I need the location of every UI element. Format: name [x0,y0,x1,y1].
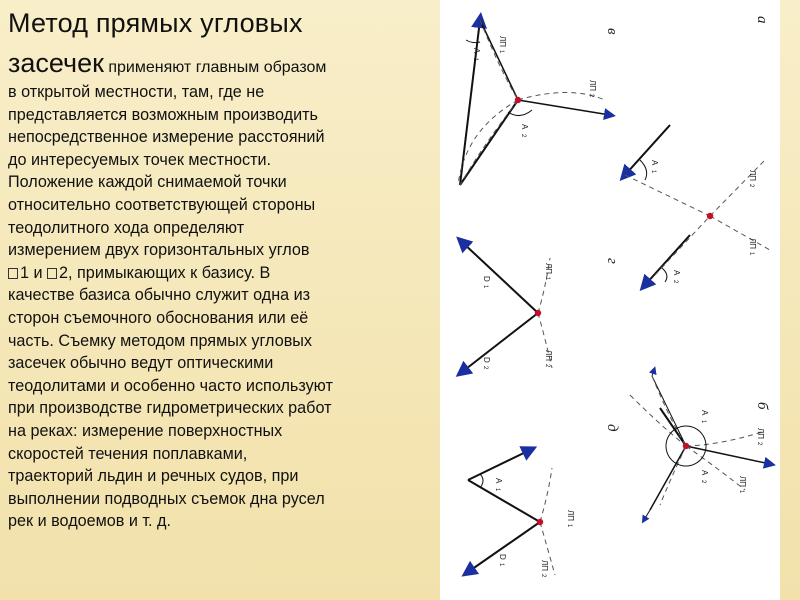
intersection-diagrams [440,0,780,600]
angle-label: A [700,470,709,476]
text-column [8,6,413,533]
angle-arc [480,474,483,488]
sight-line [480,20,518,100]
dashed-line [540,468,552,522]
lp-label: ЛП [748,170,757,181]
lp-label: ЛП [588,80,597,91]
lp-label-sub: 1 [544,277,550,281]
angle-label: A [494,478,503,484]
body-text-line: часть. Съемку методом прямых угловых [8,331,313,350]
dashed-line [630,395,686,446]
body-text-line: скоростей течения поплавками, [8,444,248,463]
angle-label: A [472,48,481,54]
angle-label-sub: 1 [700,420,706,424]
base-line [468,450,530,480]
angle-label-sub: 1 [472,58,478,62]
dashed-line [655,216,710,275]
lp-label-sub: 2 [540,574,546,578]
dashed-line [710,216,770,250]
diagram-g [462,242,553,372]
lp-label: ЛП [498,36,507,47]
lp-label: ЛП [566,510,575,521]
base-line [462,313,538,372]
missing-glyph-icon [47,268,57,279]
slide-title-continuation: засечек [8,48,104,78]
angle-label: A [700,410,709,416]
angle-label-sub: 2 [520,134,526,138]
lp-label: ЛП [756,428,765,439]
distance-label-sub: 2 [482,366,488,370]
angle-label: A [672,270,681,276]
dashed-line [686,432,762,446]
body-text-line: Положение каждой снимаемой точки [8,173,287,192]
body-paragraph [8,81,413,533]
body-text-line: выполнении подводных съемок дна русел [8,489,325,508]
target-point [683,443,689,449]
target-point [537,519,543,525]
arrow-tip [644,510,650,520]
panel-letter-g: г [604,258,620,264]
angle-label-sub: 1 [494,488,500,492]
base-line [645,235,690,285]
sight-line [518,100,610,115]
dashed-line [710,160,765,216]
body-text-line: теодолитами и особенно часто используют [8,376,333,395]
body-text-line-angles [8,262,413,285]
lp-label-sub: 1 [566,524,572,528]
diagram-panel [440,0,780,600]
diagram-v [458,20,610,185]
distance-label: D [482,276,491,282]
target-point [535,310,541,316]
lp-label-sub: 2 [544,364,550,368]
base-line [625,125,670,175]
angle-label-sub: 1 [650,170,656,174]
body-text-line: на реках: измерение поверхностных [8,421,283,440]
diagram-a [625,125,770,285]
panel-letter-b: б [754,402,770,410]
distance-label: D [482,357,491,363]
dashed-line [625,175,710,216]
lp-label-sub: 2 [756,442,762,446]
lp-label-sub: 1 [748,252,754,256]
body-text-line: измерением двух горизонтальных углов [8,241,310,260]
title-line-2 [8,48,413,79]
body-text-line: относительно соответствующей стороны [8,195,316,214]
arrow-tip [652,370,654,376]
body-text-line: сторон съемочного обоснования или её [8,308,309,327]
base-line [468,480,540,522]
distance-label-sub: 1 [498,563,504,567]
body-text-line: применяют главным образом [103,59,327,76]
base-line [462,242,538,313]
body-text-line: непосредственное измерение расстояний [8,128,325,147]
target-point [707,213,713,219]
panel-letter-v: в [604,28,620,35]
body-text-line: в открытой местности, там, где не [8,83,265,101]
lp-label: ЛП [544,263,553,274]
lp-label: ЛП [748,238,757,249]
lp-label-sub: 2 [588,94,594,98]
title-line-1 [8,6,413,40]
slide-title: Метод прямых угловых [8,8,303,38]
angle-label: A [650,160,659,166]
diagram-d [468,450,575,578]
body-text-fragment: 1 и [20,263,48,282]
angle-arc [640,160,647,180]
lp-label: ЛП [540,560,549,571]
lp-label-sub: 1 [738,490,744,494]
angle-label-sub: 2 [700,480,706,484]
body-text-line: представляется возможным производить [8,105,318,124]
diagram-b [630,370,770,520]
panel-letter-a: а [754,16,770,24]
target-point [515,97,521,103]
distance-label: D [498,554,507,560]
lp-label-sub: 1 [498,50,504,54]
panel-letter-d: д [604,424,620,432]
angle-label-sub: 2 [672,280,678,284]
distance-label-sub: 1 [482,285,488,289]
missing-glyph-icon [8,268,18,279]
body-text-line: до интересуемых точек местности. [8,150,272,169]
body-text-line: засечек обычно ведут оптическими [8,354,274,373]
lp-label: ЛП [738,476,747,487]
lp-label: ЛП [544,350,553,361]
lp-label-sub: 2 [748,184,754,188]
angle-label: A [520,124,529,130]
dashed-line [660,446,686,505]
body-text-line: качестве базиса обычно служит одна из [8,286,311,305]
body-text-line: траекторий льдин и речных судов, при [8,467,299,486]
angle-arc [662,268,667,282]
body-text-line: при производстве гидрометрических работ [8,399,332,418]
body-text-line: теодолитного хода определяют [8,218,245,237]
body-text-fragment: 2, примыкающих к базису. В [59,263,271,282]
body-text-line: рек и водоемов и т. д. [8,512,171,531]
